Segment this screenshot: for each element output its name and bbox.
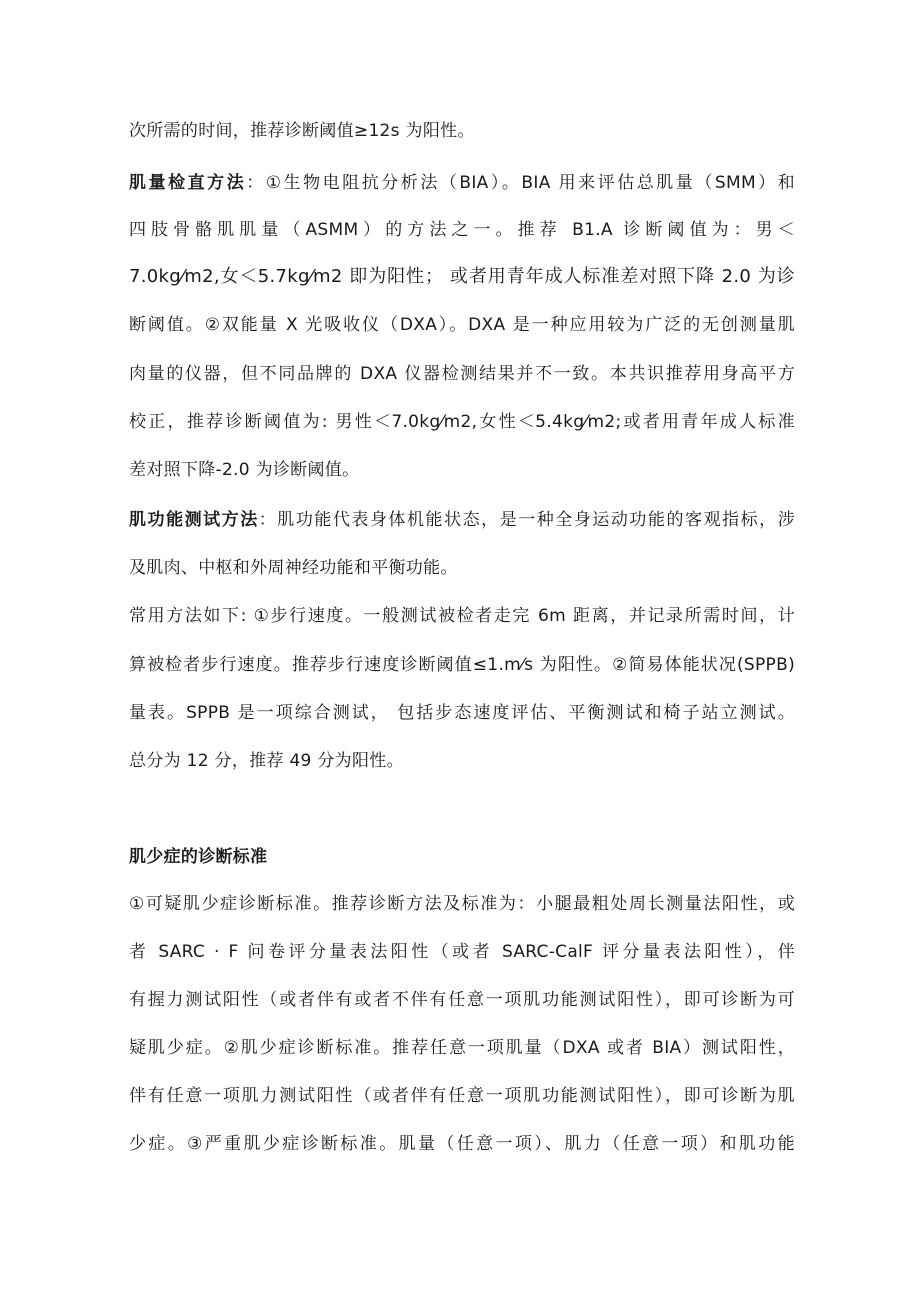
paragraph-line (129, 171, 795, 195)
paragraph-line: 疑肌少症。②肌少症诊断标准。推荐任意一项肌量（DXA 或者 BIA）测试阳性， (129, 1038, 795, 1058)
paragraph-text: ：肌功能代表身体机能状态，是一种全身运动功能的客观指标，涉 (258, 510, 795, 530)
paragraph-line: 差对照下降-2.0 为诊断阈值。 (129, 460, 360, 480)
paragraph-line: 总分为 12 分，推荐 49 分为阳性。 (129, 751, 404, 771)
paragraph-text: ：①生物电阻抗分析法（BIA）。BIA 用来评估总肌量（SMM）和 (246, 173, 795, 193)
paragraph-line: 7.0kg⁄m2,女＜5.7kg⁄m2 即为阳性； 或者用青年成人标准差对照下降 2.0 为诊 (129, 266, 795, 287)
paragraph-line: 伴有任意一项肌力测试阳性（或者伴有任意一项肌功能测试阳性），即可诊断为肌 (129, 1086, 795, 1106)
paragraph-line: 四肢骨骼肌肌量（ASMM）的方法之一。推荐 B1.A 诊断阈值为：男＜ (129, 220, 795, 240)
paragraph-line: 次所需的时间，推荐诊断阈值≥12s 为阳性。 (129, 121, 475, 141)
paragraph-line (129, 508, 795, 532)
paragraph-line: 少症。③严重肌少症诊断标准。肌量（任意一项）、肌力（任意一项）和肌功能 (129, 1134, 795, 1154)
paragraph-line: 有握力测试阳性（或者伴有或者不伴有任意一项肌功能测试阳性），即可诊断为可 (129, 990, 795, 1010)
section-heading-muscle-function: 肌功能测试方法 (129, 510, 259, 530)
paragraph-line: 者 SARC · F 问卷评分量表法阳性（或者 SARC-CalF 评分量表法阳性），伴 (129, 942, 795, 962)
paragraph-line: 常用方法如下: ①步行速度。一般测试被检者走完 6m 距离，并记录所需时间，计 (129, 606, 795, 626)
paragraph-line: 及肌肉、中枢和外周神经功能和平衡功能。 (129, 558, 458, 578)
section-heading-diagnostic-criteria: 肌少症的诊断标准 (129, 847, 268, 867)
paragraph-line: 校正，推荐诊断阈值为: 男性＜7.0kg⁄m2,女性＜5.4kg⁄m2;或者用青年成人标准 (129, 412, 795, 432)
section-heading-muscle-mass: 肌量检直方法 (129, 173, 247, 193)
paragraph-line: 量表。SPPB 是一项综合测试， 包括步态速度评估、平衡测试和椅子站立测试。 (129, 703, 795, 723)
paragraph-line: 肉量的仪器，但不同品牌的 DXA 仪器检测结果并不一致。本共识推荐用身高平方 (129, 364, 795, 384)
paragraph-line: 断阈值。②双能量 X 光吸收仪（DXA）。DXA 是一种应用较为广泛的无创测量肌 (129, 315, 795, 335)
paragraph-line: 算被检者步行速度。推荐步行速度诊断阈值≤1.m⁄s 为阳性。②简易体能状况(SPPB) (129, 655, 795, 675)
paragraph-line: ①可疑肌少症诊断标准。推荐诊断方法及标准为：小腿最粗处周长测量法阳性，或 (129, 894, 795, 914)
